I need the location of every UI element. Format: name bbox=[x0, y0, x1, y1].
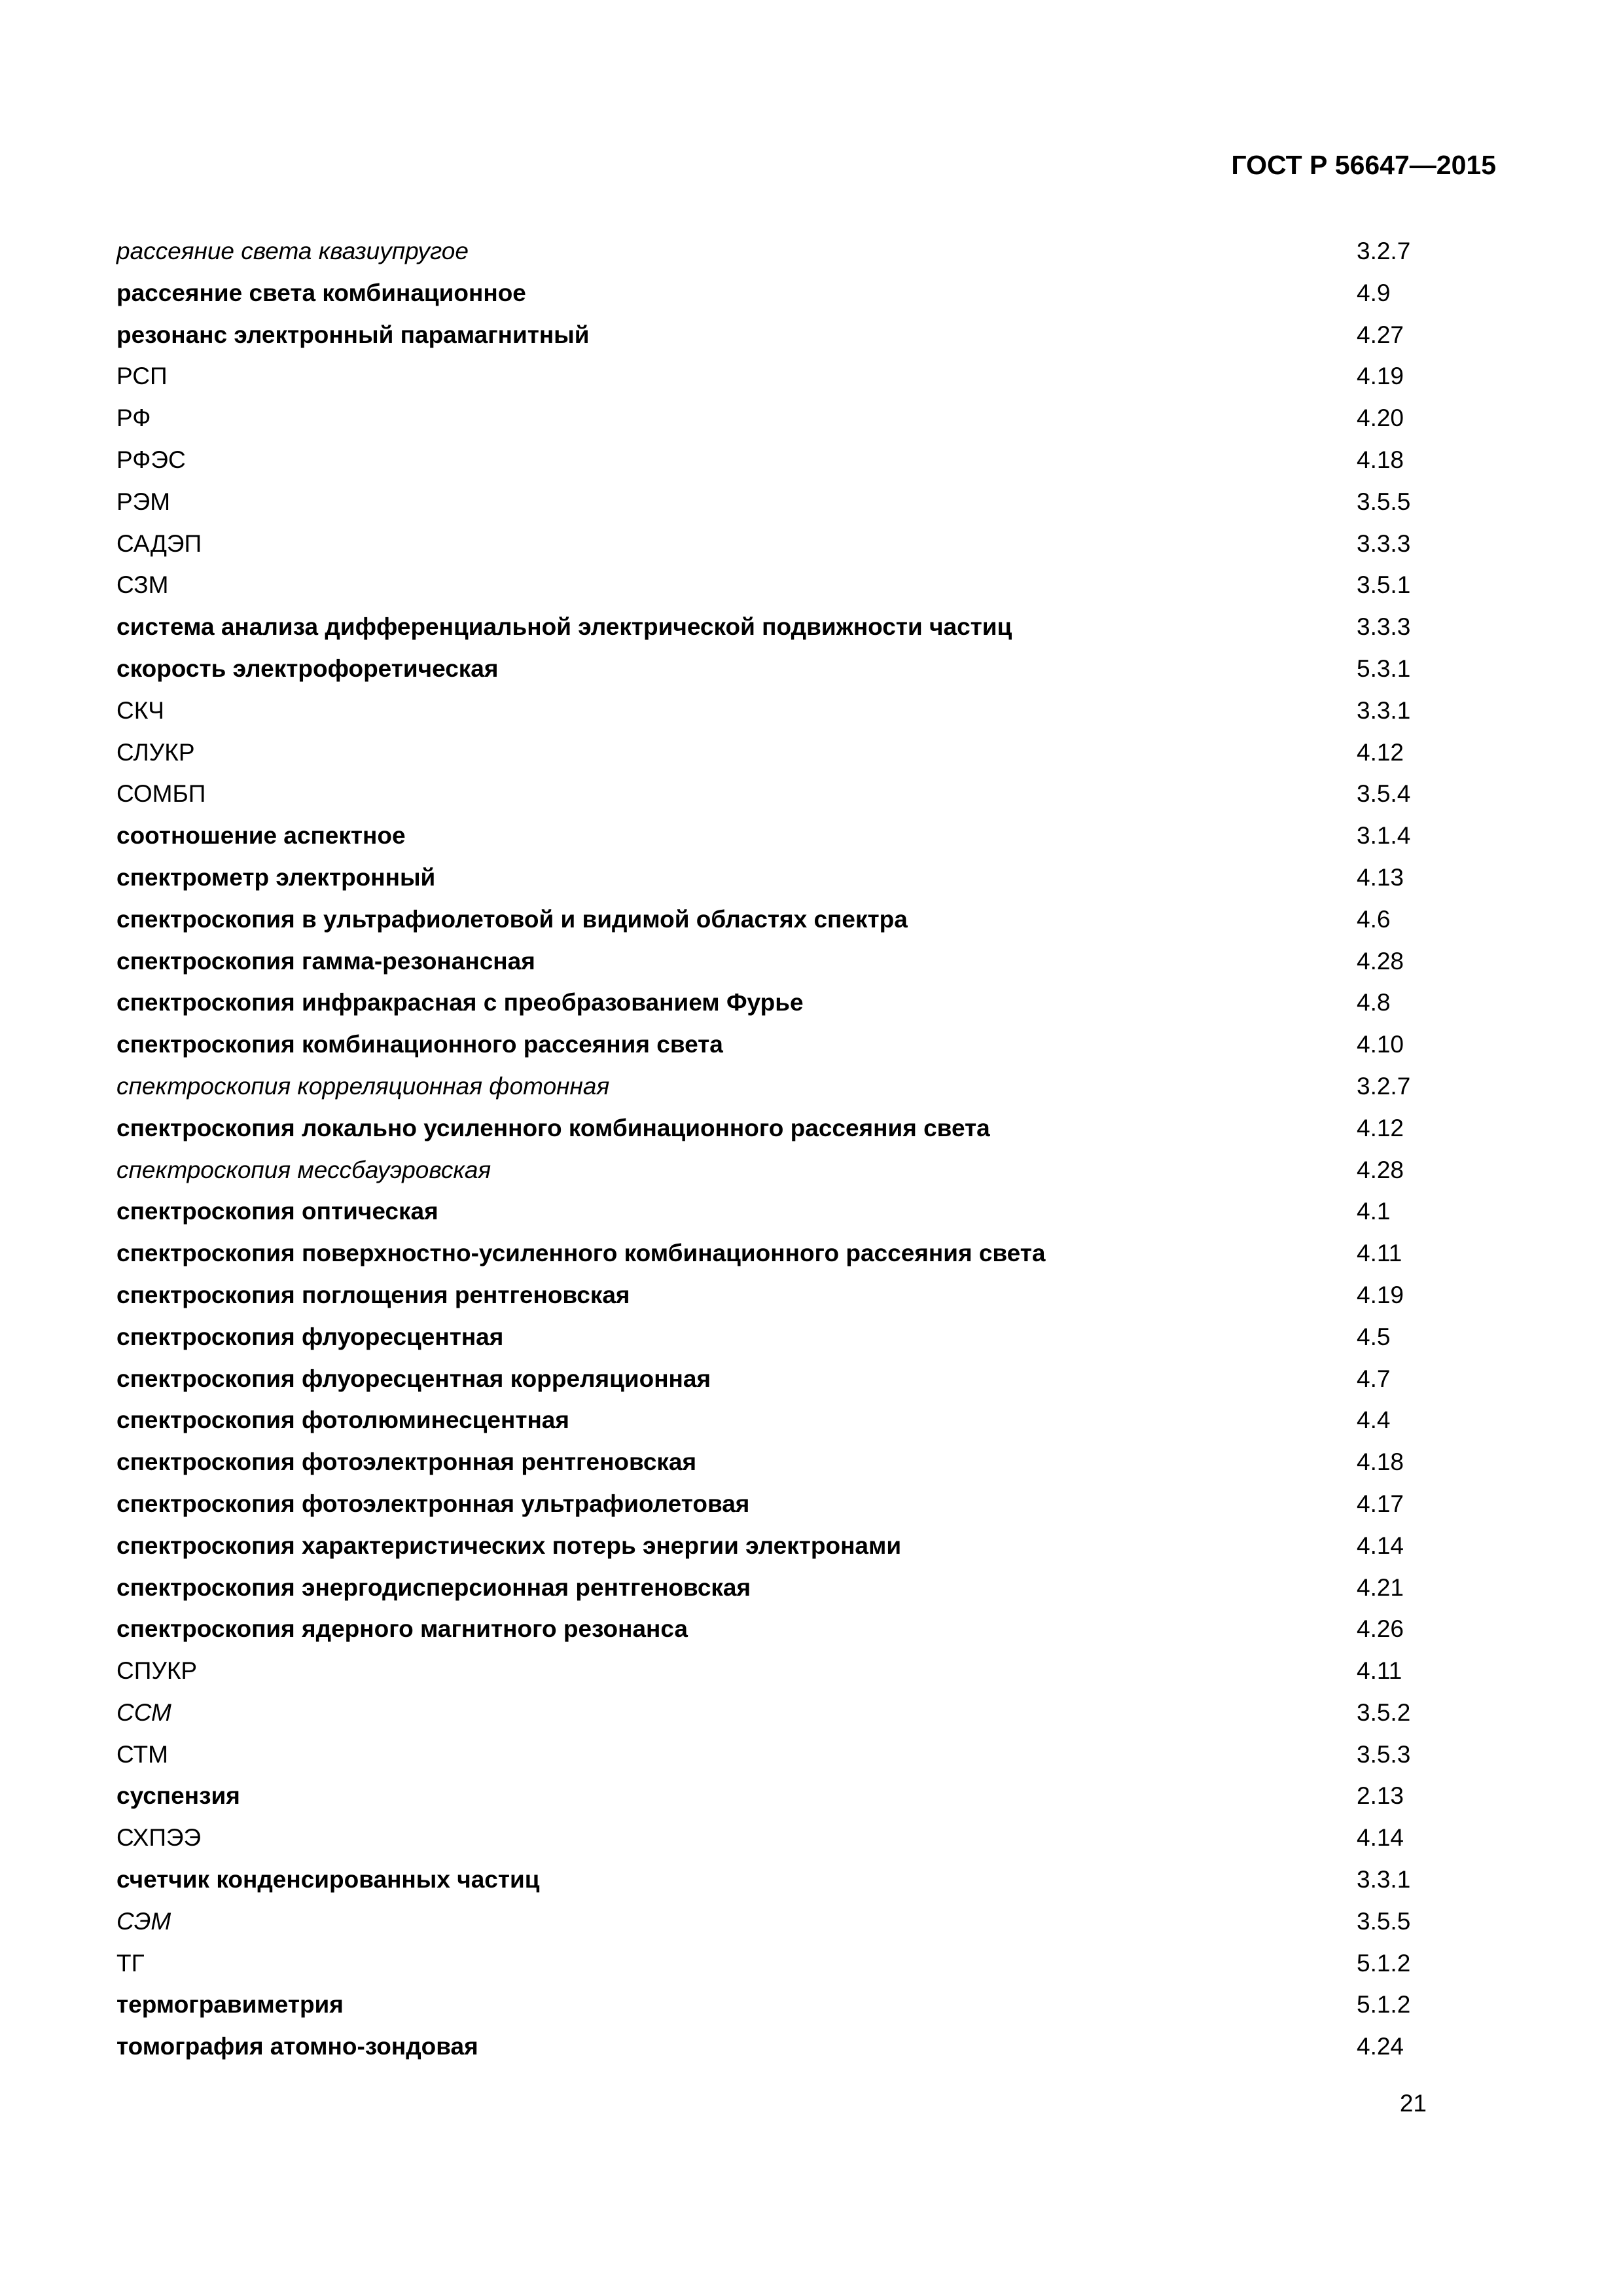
index-row bbox=[116, 1194, 1425, 1236]
index-ref: 4.18 bbox=[1357, 1448, 1404, 1476]
index-ref: 4.8 bbox=[1357, 989, 1391, 1016]
index-term: термогравиметрия bbox=[116, 1991, 344, 2018]
index-ref: 4.6 bbox=[1357, 905, 1391, 933]
index-term: спектроскопия инфракрасная с преобразованием Фурье bbox=[116, 989, 804, 1016]
index-term: спектроскопия мессбауэровская bbox=[116, 1156, 491, 1183]
index-row bbox=[116, 443, 1425, 485]
index-row bbox=[116, 1863, 1425, 1905]
index-ref: 4.1 bbox=[1357, 1198, 1391, 1225]
index-ref: 4.24 bbox=[1357, 2033, 1404, 2060]
index-ref: 4.18 bbox=[1357, 446, 1404, 473]
index-row bbox=[116, 1571, 1425, 1613]
index-ref: 4.20 bbox=[1357, 404, 1404, 432]
index-ref: 4.14 bbox=[1357, 1532, 1404, 1559]
index-ref: 4.26 bbox=[1357, 1615, 1404, 1643]
index-term: счетчик конденсированных частиц bbox=[116, 1866, 540, 1893]
index-term: СХПЭЭ bbox=[116, 1824, 202, 1852]
index-term: РСП bbox=[116, 363, 168, 390]
index-term: спектроскопия локально усиленного комбинационного рассеяния света bbox=[116, 1114, 990, 1141]
index-row bbox=[116, 861, 1425, 903]
index-ref: 3.2.7 bbox=[1357, 238, 1411, 264]
index-ref: 4.19 bbox=[1357, 363, 1404, 390]
index-ref: 4.7 bbox=[1357, 1365, 1391, 1392]
index-ref: 3.5.5 bbox=[1357, 1907, 1411, 1935]
index-ref: 4.21 bbox=[1357, 1573, 1404, 1601]
index-ref: 3.3.1 bbox=[1357, 696, 1411, 724]
index-row bbox=[116, 234, 1425, 276]
index-row bbox=[116, 527, 1425, 569]
index-row bbox=[116, 1028, 1425, 1069]
index-row bbox=[116, 1153, 1425, 1195]
index-row bbox=[116, 944, 1425, 986]
index-row bbox=[116, 276, 1425, 318]
index-ref: 4.11 bbox=[1357, 1240, 1402, 1267]
index-ref: 3.5.3 bbox=[1357, 1740, 1411, 1768]
index-ref: 3.5.5 bbox=[1357, 488, 1411, 515]
index-ref: 4.19 bbox=[1357, 1281, 1404, 1308]
index-row bbox=[116, 485, 1425, 527]
index-term: спектроскопия в ультрафиолетовой и видимой областях спектра bbox=[116, 905, 908, 933]
index-row bbox=[116, 736, 1425, 778]
index-ref: 3.2.7 bbox=[1357, 1072, 1411, 1100]
index-term: РЭМ bbox=[116, 488, 171, 515]
index-ref: 4.28 bbox=[1357, 947, 1404, 975]
index-term: спектроскопия фотоэлектронная рентгеновская bbox=[116, 1448, 697, 1476]
index-ref: 4.17 bbox=[1357, 1490, 1404, 1517]
index-row bbox=[116, 819, 1425, 861]
index-row bbox=[116, 401, 1425, 443]
index-ref: 5.3.1 bbox=[1357, 655, 1411, 682]
index-term: ТГ bbox=[116, 1949, 145, 1977]
index-row bbox=[116, 652, 1425, 694]
index-row bbox=[116, 1403, 1425, 1445]
index-ref: 3.3.3 bbox=[1357, 613, 1411, 641]
index-row bbox=[116, 1779, 1425, 1821]
index-row bbox=[116, 359, 1425, 401]
index-ref: 4.27 bbox=[1357, 321, 1404, 348]
index-term: томография атомно-зондовая bbox=[116, 2033, 478, 2060]
index-row bbox=[116, 1362, 1425, 1404]
index-ref: 4.13 bbox=[1357, 863, 1404, 891]
index-term: скорость электрофоретическая bbox=[116, 655, 499, 682]
index-term: СПУКР bbox=[116, 1657, 198, 1685]
index-ref: 4.11 bbox=[1357, 1657, 1402, 1685]
index-row bbox=[116, 610, 1425, 652]
index-ref: 5.1.2 bbox=[1357, 1949, 1411, 1977]
index-term: СОМБП bbox=[116, 780, 206, 808]
index-ref: 4.10 bbox=[1357, 1031, 1404, 1058]
index-term: СТМ bbox=[116, 1740, 168, 1768]
index-term: спектроскопия характеристических потерь энергии электронами bbox=[116, 1532, 902, 1559]
index-row bbox=[116, 1529, 1425, 1571]
index-row bbox=[116, 903, 1425, 944]
index-ref: 4.14 bbox=[1357, 1824, 1404, 1852]
index-row bbox=[116, 1612, 1425, 1654]
index-ref: 3.1.4 bbox=[1357, 822, 1411, 850]
index-row bbox=[116, 1278, 1425, 1320]
index-term: спектроскопия флуоресцентная корреляционная bbox=[116, 1365, 711, 1392]
index-term: спектроскопия гамма-резонансная bbox=[116, 947, 535, 975]
index-term: рассеяние света квазиупругое bbox=[116, 238, 469, 264]
index-row bbox=[116, 1738, 1425, 1780]
index-ref: 4.4 bbox=[1357, 1407, 1391, 1434]
index-term: СЛУКР bbox=[116, 738, 195, 766]
index-term: спектроскопия ядерного магнитного резонанса bbox=[116, 1615, 688, 1643]
document-code: ГОСТ Р 56647—2015 bbox=[1231, 150, 1496, 180]
index-row bbox=[116, 2030, 1425, 2072]
index-term: спектроскопия энергодисперсионная рентгеновская bbox=[116, 1573, 751, 1601]
index-term: спектроскопия поглощения рентгеновская bbox=[116, 1281, 630, 1308]
index-term: спектроскопия фотоэлектронная ультрафиолетовая bbox=[116, 1490, 750, 1517]
index-ref: 3.5.1 bbox=[1357, 571, 1411, 599]
index-row bbox=[116, 1821, 1425, 1863]
index-ref: 4.5 bbox=[1357, 1323, 1391, 1350]
index-term: спектроскопия поверхностно-усиленного комбинационного рассеяния света bbox=[116, 1240, 1046, 1267]
index-term: СЭМ bbox=[116, 1907, 171, 1935]
index-term: резонанс электронный парамагнитный bbox=[116, 321, 590, 348]
index-term: СКЧ bbox=[116, 696, 164, 724]
index-row bbox=[116, 1069, 1425, 1111]
term-index-list bbox=[116, 234, 1425, 2072]
index-term: суспензия bbox=[116, 1782, 240, 1810]
index-term: спектроскопия флуоресцентная bbox=[116, 1323, 504, 1350]
index-ref: 4.28 bbox=[1357, 1156, 1404, 1183]
index-ref: 4.12 bbox=[1357, 738, 1404, 766]
index-row bbox=[116, 1111, 1425, 1153]
index-ref: 4.12 bbox=[1357, 1114, 1404, 1141]
index-row bbox=[116, 318, 1425, 360]
index-term: РФ bbox=[116, 404, 151, 432]
index-term: ССМ bbox=[116, 1698, 171, 1726]
index-row bbox=[116, 986, 1425, 1028]
index-term: система анализа дифференциальной электрической подвижности частиц bbox=[116, 613, 1012, 641]
index-term: спектрометр электронный bbox=[116, 863, 436, 891]
index-row bbox=[116, 1905, 1425, 1946]
index-term: спектроскопия фотолюминесцентная bbox=[116, 1407, 569, 1434]
index-term: САДЭП bbox=[116, 529, 202, 557]
index-row bbox=[116, 1988, 1425, 2030]
index-ref: 3.3.1 bbox=[1357, 1866, 1411, 1893]
index-term: РФЭС bbox=[116, 446, 186, 473]
index-row bbox=[116, 1445, 1425, 1487]
index-term: спектроскопия комбинационного рассеяния света bbox=[116, 1031, 723, 1058]
index-row bbox=[116, 777, 1425, 819]
index-ref: 4.9 bbox=[1357, 279, 1391, 306]
page-number: 21 bbox=[1399, 2090, 1427, 2117]
index-ref: 3.5.2 bbox=[1357, 1698, 1411, 1726]
index-row bbox=[116, 1320, 1425, 1362]
index-term: спектроскопия корреляционная фотонная bbox=[116, 1072, 610, 1100]
index-term: спектроскопия оптическая bbox=[116, 1198, 438, 1225]
index-row bbox=[116, 1654, 1425, 1696]
index-row bbox=[116, 1696, 1425, 1738]
index-row bbox=[116, 1487, 1425, 1529]
index-row bbox=[116, 1236, 1425, 1278]
index-term: СЗМ bbox=[116, 571, 169, 599]
index-row bbox=[116, 568, 1425, 610]
index-row bbox=[116, 1946, 1425, 1988]
index-row bbox=[116, 694, 1425, 736]
index-ref: 5.1.2 bbox=[1357, 1991, 1411, 2018]
index-ref: 3.5.4 bbox=[1357, 780, 1411, 808]
index-term: рассеяние света комбинационное bbox=[116, 279, 526, 306]
index-term: соотношение аспектное bbox=[116, 822, 406, 850]
index-ref: 3.3.3 bbox=[1357, 529, 1411, 557]
index-ref: 2.13 bbox=[1357, 1782, 1404, 1810]
